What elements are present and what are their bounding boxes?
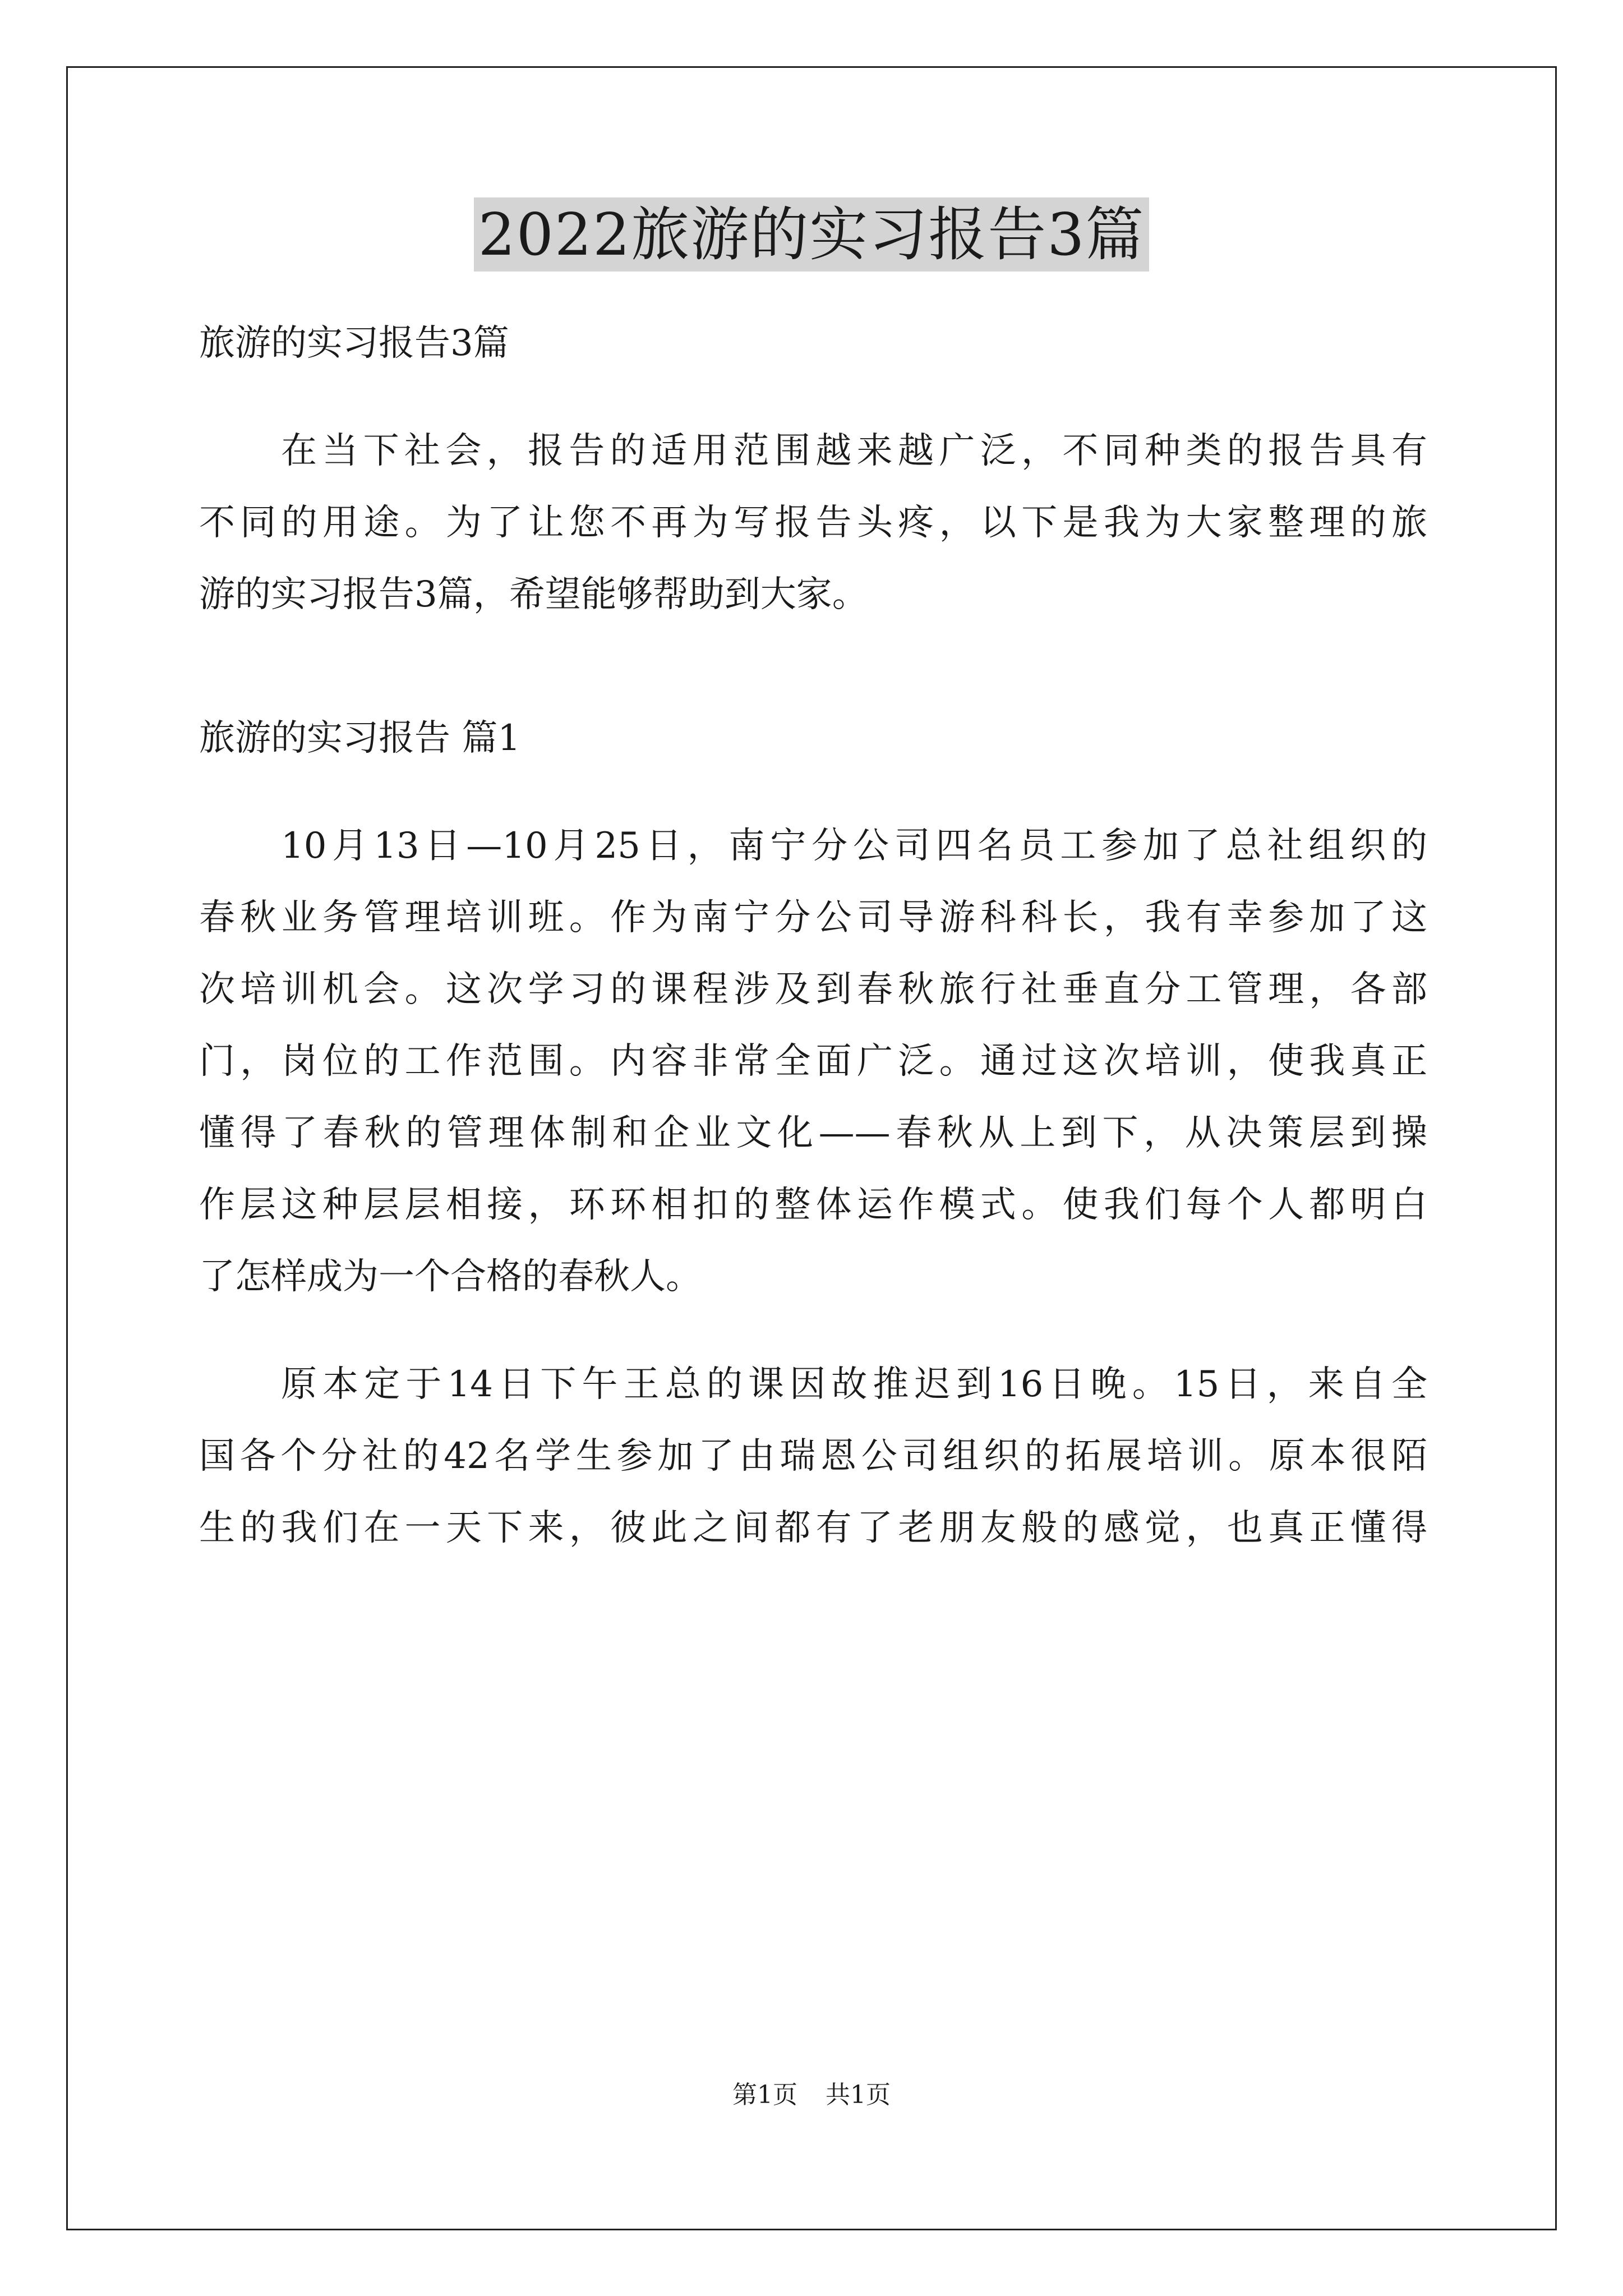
paragraph-line: 春秋业务管理培训班。作为南宁分公司导游科科长，我有幸参加了这 xyxy=(199,897,1427,938)
intro-paragraph xyxy=(199,415,1427,631)
title-wrap xyxy=(0,197,1623,272)
spacer xyxy=(199,379,1427,415)
paragraph-1 xyxy=(199,810,1427,1313)
paragraph-line: 在当下社会，报告的适用范围越来越广泛，不同种类的报告具有 xyxy=(281,430,1427,472)
document-subtitle: 旅游的实习报告3篇 xyxy=(199,323,509,364)
paragraph-line: 不同的用途。为了让您不再为写报告头疼，以下是我为大家整理的旅 xyxy=(199,502,1427,544)
page-footer xyxy=(0,2078,1623,2112)
paragraph-line: 作层这种层层相接，环环相扣的整体运作模式。使我们每个人都明白 xyxy=(199,1184,1427,1226)
page-total: 共1页 xyxy=(826,2081,891,2109)
spacer xyxy=(199,1313,1427,1349)
document-title: 2022旅游的实习报告3篇 xyxy=(474,197,1150,272)
spacer xyxy=(199,774,1427,810)
paragraph-line: 10月13日—10月25日，南宁分公司四名员工参加了总社组织的 xyxy=(281,825,1427,867)
document-body xyxy=(199,307,1427,1564)
paragraph-line: 懂得了春秋的管理体制和企业文化——春秋从上到下，从决策层到操 xyxy=(199,1112,1427,1154)
paragraph-2 xyxy=(199,1349,1427,1564)
paragraph-line: 原本定于14日下午王总的课因故推迟到16日晚。15日，来自全 xyxy=(281,1364,1427,1405)
paragraph-line: 国各个分社的42名学生参加了由瑞恩公司组织的拓展培训。原本很陌 xyxy=(199,1435,1427,1477)
paragraph-line: 了怎样成为一个合格的春秋人。 xyxy=(199,1256,702,1297)
page-number: 第1页 xyxy=(732,2081,797,2109)
paragraph-line: 次培训机会。这次学习的课程涉及到春秋旅行社垂直分工管理，各部 xyxy=(199,969,1427,1010)
paragraph-line: 生的我们在一天下来，彼此之间都有了老朋友般的感觉，也真正懂得 xyxy=(199,1507,1427,1549)
paragraph-line: 游的实习报告3篇，希望能够帮助到大家。 xyxy=(199,574,868,615)
spacer xyxy=(199,631,1427,702)
section-heading: 旅游的实习报告 篇1 xyxy=(199,717,521,759)
paragraph-line: 门，岗位的工作范围。内容非常全面广泛。通过这次培训，使我真正 xyxy=(199,1041,1427,1082)
